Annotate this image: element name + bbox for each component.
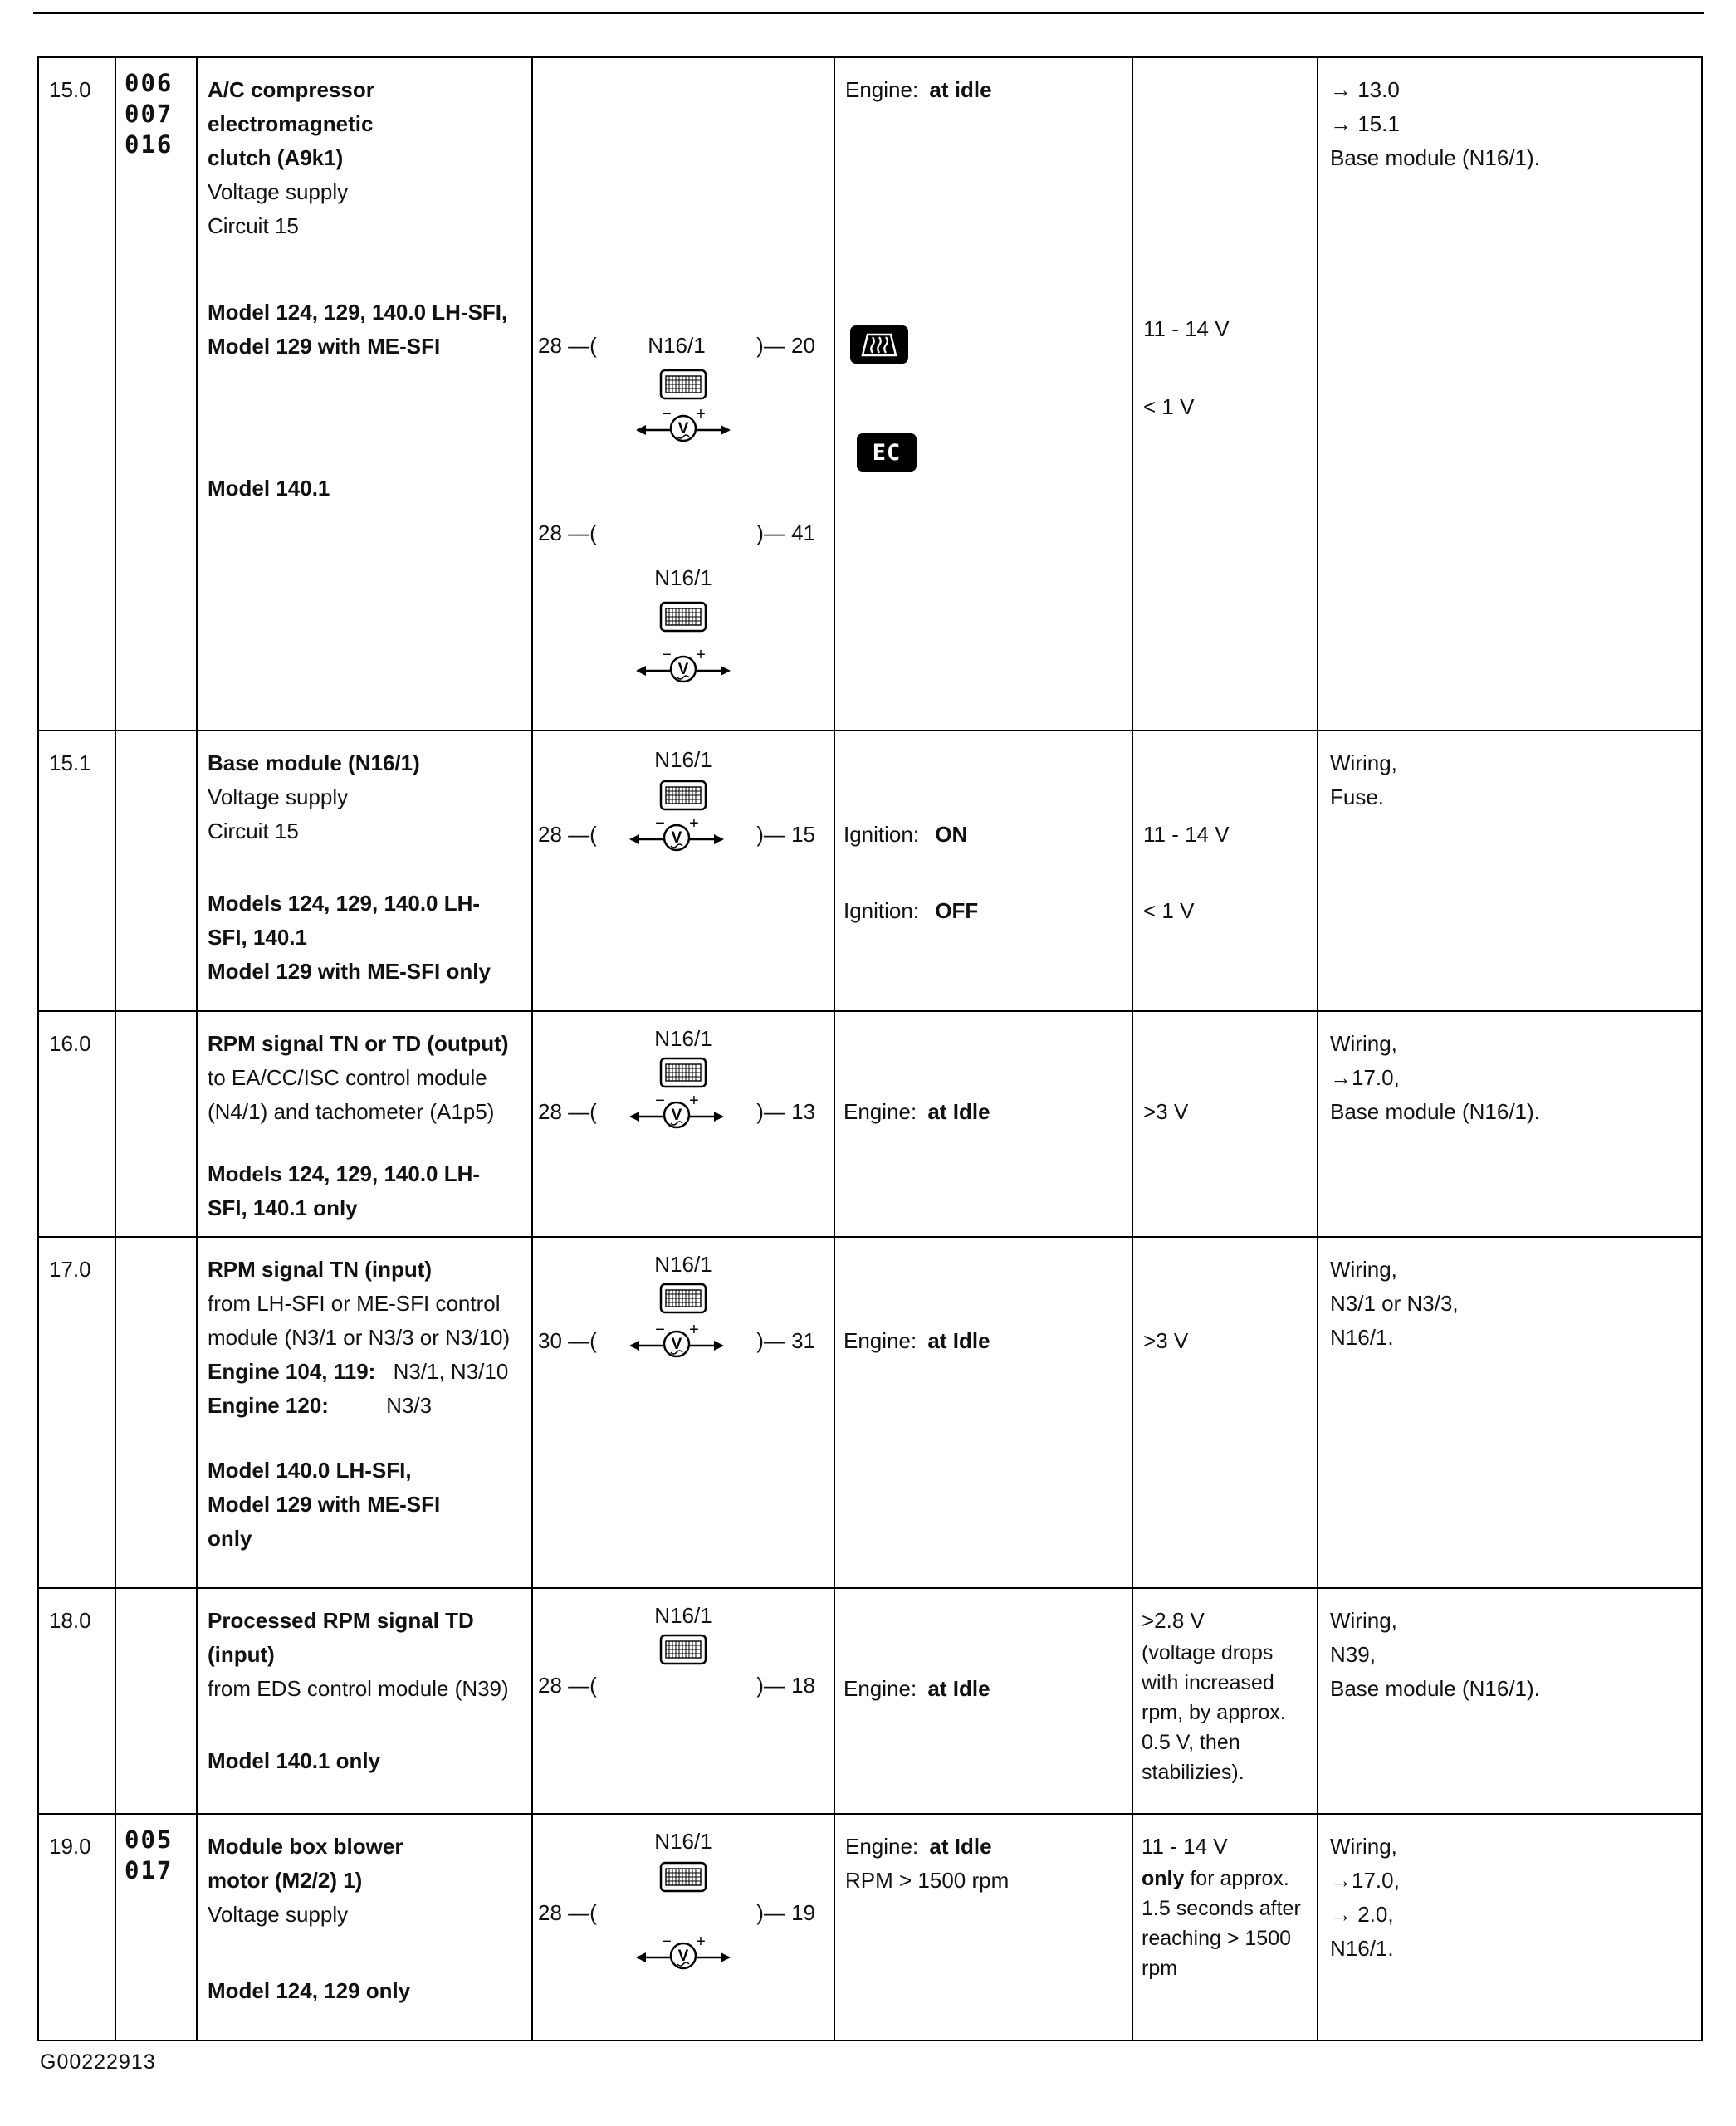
nominal-note: only for approx. 1.5 seconds after reaching > 1500 rpm [1142,1867,1301,1980]
fault-code: 007 [125,100,174,128]
ec-label: EC [872,439,902,466]
connection-cell [533,1012,835,1236]
description-line: to EA/CC/ISC control module [208,1065,487,1090]
svg-text:V: V [671,1107,682,1124]
row-19-0 [39,1815,1701,2040]
step-number: 15.1 [49,750,91,775]
remedy-line: Base module (N16/1). [1330,1099,1540,1124]
nominal-value: < 1 V [1143,898,1195,923]
description-cell [198,58,533,730]
pin-right: )— 31 [756,1327,815,1353]
voltmeter-icon [633,1933,734,1972]
svg-text:−: − [655,814,665,833]
step-number: 17.0 [49,1257,91,1282]
description-line: Voltage supply [208,1902,349,1927]
description-line: from EDS control module (N39) [208,1676,509,1701]
connection-cell [533,731,835,1010]
model-line: only [208,1526,252,1551]
row-15-0 [39,58,1701,731]
cause-cell [1318,731,1701,1010]
svg-text:V: V [677,420,689,437]
description-cell [198,1012,533,1236]
nominal-value: 11 - 14 V [1143,822,1230,847]
pin-left: 28 —( [538,521,597,545]
step-cell [39,58,116,730]
pin-left: 28 —( [538,821,597,847]
svg-text:V: V [677,661,689,678]
voltmeter-icon [626,1321,727,1361]
nominal-cell [1133,731,1318,1010]
step-number: 18.0 [49,1608,91,1633]
connector-icon [659,1634,707,1665]
engine-line: Engine 104, 119: N3/1, N3/10 [208,1359,509,1384]
model-line: SFI, 140.1 [208,925,307,950]
row-18-0 [39,1589,1701,1815]
svg-text:−: − [662,646,672,664]
pin-left: 28 —( [538,1098,597,1124]
connector-label: N16/1 [654,1026,712,1051]
codes-cell [116,58,198,730]
remedy-line: Wiring, [1330,1031,1397,1056]
connection-pins [533,1321,834,1361]
step-cell [39,1238,116,1587]
codes-cell [116,1589,198,1813]
pin-left: 28 —( [538,333,597,358]
connection-cell [533,1815,835,2040]
test-condition: Ignition: ON [844,822,968,847]
test-condition: Engine: at idle [845,77,992,102]
defroster-icon [850,325,908,364]
test-condition: Engine: at Idle [845,1834,992,1859]
codes-cell [116,1815,198,2040]
component-title: (input) [208,1642,275,1667]
remedy-line: → 2.0, [1330,1902,1394,1927]
description-line: from LH-SFI or ME-SFI control [208,1291,501,1316]
model-line: Model 140.0 LH-SFI, [208,1458,412,1483]
row-17-0 [39,1238,1701,1589]
remedy-line: → 15.1 [1330,111,1400,136]
description-line: Circuit 15 [208,213,299,238]
fault-code: 006 [125,69,174,97]
row-15-1 [39,731,1701,1012]
connection-pins [533,516,834,550]
description-cell [198,1589,533,1813]
model-line: Model 129 with ME-SFI only [208,959,491,984]
fault-code: 005 [125,1825,174,1854]
connector-icon [659,1057,707,1088]
description-cell [198,731,533,1010]
test-condition: RPM > 1500 rpm [845,1868,1010,1893]
spacer [208,364,525,472]
description-cell [198,1815,533,2040]
nominal-cell [1133,58,1318,730]
svg-text:+: + [689,814,699,833]
pin-right: )— 20 [756,333,815,358]
component-title: electromagnetic [208,111,374,136]
component-title: RPM signal TN or TD (output) [208,1031,509,1056]
description-line: (N4/1) and tachometer (A1p5) [208,1099,495,1124]
spacer [208,1423,525,1454]
component-title: motor (M2/2) 1) [208,1868,363,1893]
cause-cell [1318,1238,1701,1587]
model-line: Model 129 with ME-SFI [208,1492,441,1517]
connector-icon [659,780,707,811]
row-16-0 [39,1012,1701,1238]
component-title: A/C compressor [208,77,374,102]
step-cell [39,1589,116,1813]
model-line: Model 124, 129, 140.0 LH-SFI, [208,300,508,325]
defroster-glyph [858,330,901,359]
nominal-value: >2.8 V [1142,1608,1205,1633]
connector-label: N16/1 [648,333,706,358]
svg-text:+: + [696,405,706,423]
connector-icon [659,369,707,400]
nominal-cell [1133,1238,1318,1587]
test-condition: Engine: at Idle [844,1328,990,1353]
connection-cell [533,58,835,730]
connector-icon [659,601,707,633]
step-cell [39,731,116,1010]
nominal-value: >3 V [1143,1099,1189,1124]
test-condition: Engine: at Idle [844,1676,990,1701]
remedy-line: Wiring, [1330,750,1397,775]
spacer [208,848,525,887]
remedy-line: N3/1 or N3/3, [1330,1291,1459,1316]
remedy-line: Base module (N16/1). [1330,145,1540,170]
step-cell [39,1815,116,2040]
component-title: Module box blower [208,1834,403,1859]
description-cell [198,1238,533,1587]
page-top-rule [33,12,1704,14]
svg-text:+: + [696,1933,706,1951]
cause-cell [1318,58,1701,730]
connection-pins [533,814,834,854]
pin-left: 30 —( [538,1327,597,1353]
remedy-line: →17.0, [1330,1065,1400,1090]
nominal-cell [1133,1589,1318,1813]
svg-text:−: − [655,1321,665,1339]
codes-cell [116,1012,198,1236]
model-line: Model 140.1 only [208,1748,381,1773]
pin-right: )— 41 [756,521,815,545]
connector-label: N16/1 [654,1252,712,1277]
description-line: Voltage supply [208,179,349,204]
component-title: Processed RPM signal TD [208,1608,474,1633]
condition-cell [835,1238,1133,1587]
description-line: Circuit 15 [208,819,299,843]
engine-line: Engine 120: N3/3 [208,1393,433,1418]
remedy-line: N16/1. [1330,1325,1394,1350]
remedy-line: Fuse. [1330,784,1385,809]
connector-label: N16/1 [654,1829,712,1854]
test-condition: Engine: at Idle [844,1099,990,1124]
description-line: module (N3/1 or N3/3 or N3/10) [208,1325,511,1350]
remedy-line: Wiring, [1330,1834,1397,1859]
step-number: 19.0 [49,1834,91,1859]
condition-cell [835,1815,1133,2040]
connection-cell [533,1589,835,1813]
nominal-note: (voltage drops with increased rpm, by approx. 0.5 V, then stabilizies). [1142,1641,1286,1784]
spacer [208,243,525,296]
fault-code: 017 [125,1856,174,1884]
connection-pins [533,1092,834,1131]
condition-cell [835,1012,1133,1236]
pin-left: 28 —( [538,1673,597,1698]
svg-text:+: + [689,1092,699,1110]
remedy-line: N16/1. [1330,1936,1394,1961]
cause-cell [1318,1815,1701,2040]
condition-cell [835,731,1133,1010]
connection-cell [533,1238,835,1587]
connector-icon [659,1861,707,1893]
nominal-value: >3 V [1143,1328,1189,1353]
connector-icon [659,1283,707,1314]
nominal-value: 11 - 14 V [1142,1834,1228,1859]
nominal-value: < 1 V [1143,394,1195,419]
remedy-line: Wiring, [1330,1608,1397,1633]
component-title: clutch (A9k1) [208,145,344,170]
connection-pins [533,1669,834,1703]
voltmeter-icon [633,646,734,686]
connector-label: N16/1 [654,747,712,772]
cause-cell [1318,1012,1701,1236]
remedy-line: → 13.0 [1330,77,1400,102]
connector-label: N16/1 [654,565,712,590]
test-condition: Ignition: OFF [844,898,979,923]
svg-text:V: V [671,829,682,847]
svg-text:−: − [662,1933,672,1951]
connection-pins [533,1896,834,1930]
connector-label: N16/1 [654,1603,712,1628]
component-title: Base module (N16/1) [208,750,420,775]
model-line: Model 124, 129 only [208,1978,411,2003]
pin-left: 28 —( [538,1900,597,1925]
nominal-cell [1133,1815,1318,2040]
svg-text:V: V [671,1336,682,1353]
svg-text:−: − [662,405,672,423]
component-title: RPM signal TN (input) [208,1257,433,1282]
codes-cell [116,731,198,1010]
svg-text:+: + [689,1321,699,1339]
pin-right: )— 19 [756,1900,815,1925]
connection-pins [533,329,834,363]
step-cell [39,1012,116,1236]
codes-cell [116,1238,198,1587]
svg-text:V: V [677,1948,689,1965]
svg-text:−: − [655,1092,665,1110]
fault-code: 016 [125,130,174,159]
nominal-cell [1133,1012,1318,1236]
svg-text:+: + [696,646,706,664]
figure-id: G00222913 [40,2050,156,2074]
voltmeter-icon [626,814,727,854]
ec-indicator-icon [857,433,917,472]
diagnostic-table [37,56,1703,2041]
step-number: 15.0 [49,77,91,102]
remedy-line: Wiring, [1330,1257,1397,1282]
condition-cell [835,1589,1133,1813]
pin-right: )— 15 [756,821,815,847]
model-line: Model 129 with ME-SFI [208,334,441,359]
nominal-value: 11 - 14 V [1143,316,1230,341]
step-number: 16.0 [49,1031,91,1056]
voltmeter-icon [633,405,734,445]
spacer [208,1129,525,1157]
model-line: Models 124, 129, 140.0 LH- [208,1161,481,1186]
model-line: SFI, 140.1 only [208,1195,358,1220]
spacer [208,1706,525,1744]
remedy-line: →17.0, [1330,1868,1400,1893]
model-line: Model 140.1 [208,476,330,501]
spacer [208,1932,525,1974]
remedy-line: Base module (N16/1). [1330,1676,1540,1701]
cause-cell [1318,1589,1701,1813]
model-line: Models 124, 129, 140.0 LH- [208,891,481,916]
pin-right: )— 13 [756,1098,815,1124]
condition-cell [835,58,1133,730]
pin-right: )— 18 [756,1673,815,1698]
voltmeter-icon [626,1092,727,1131]
description-line: Voltage supply [208,784,349,809]
remedy-line: N39, [1330,1642,1376,1667]
